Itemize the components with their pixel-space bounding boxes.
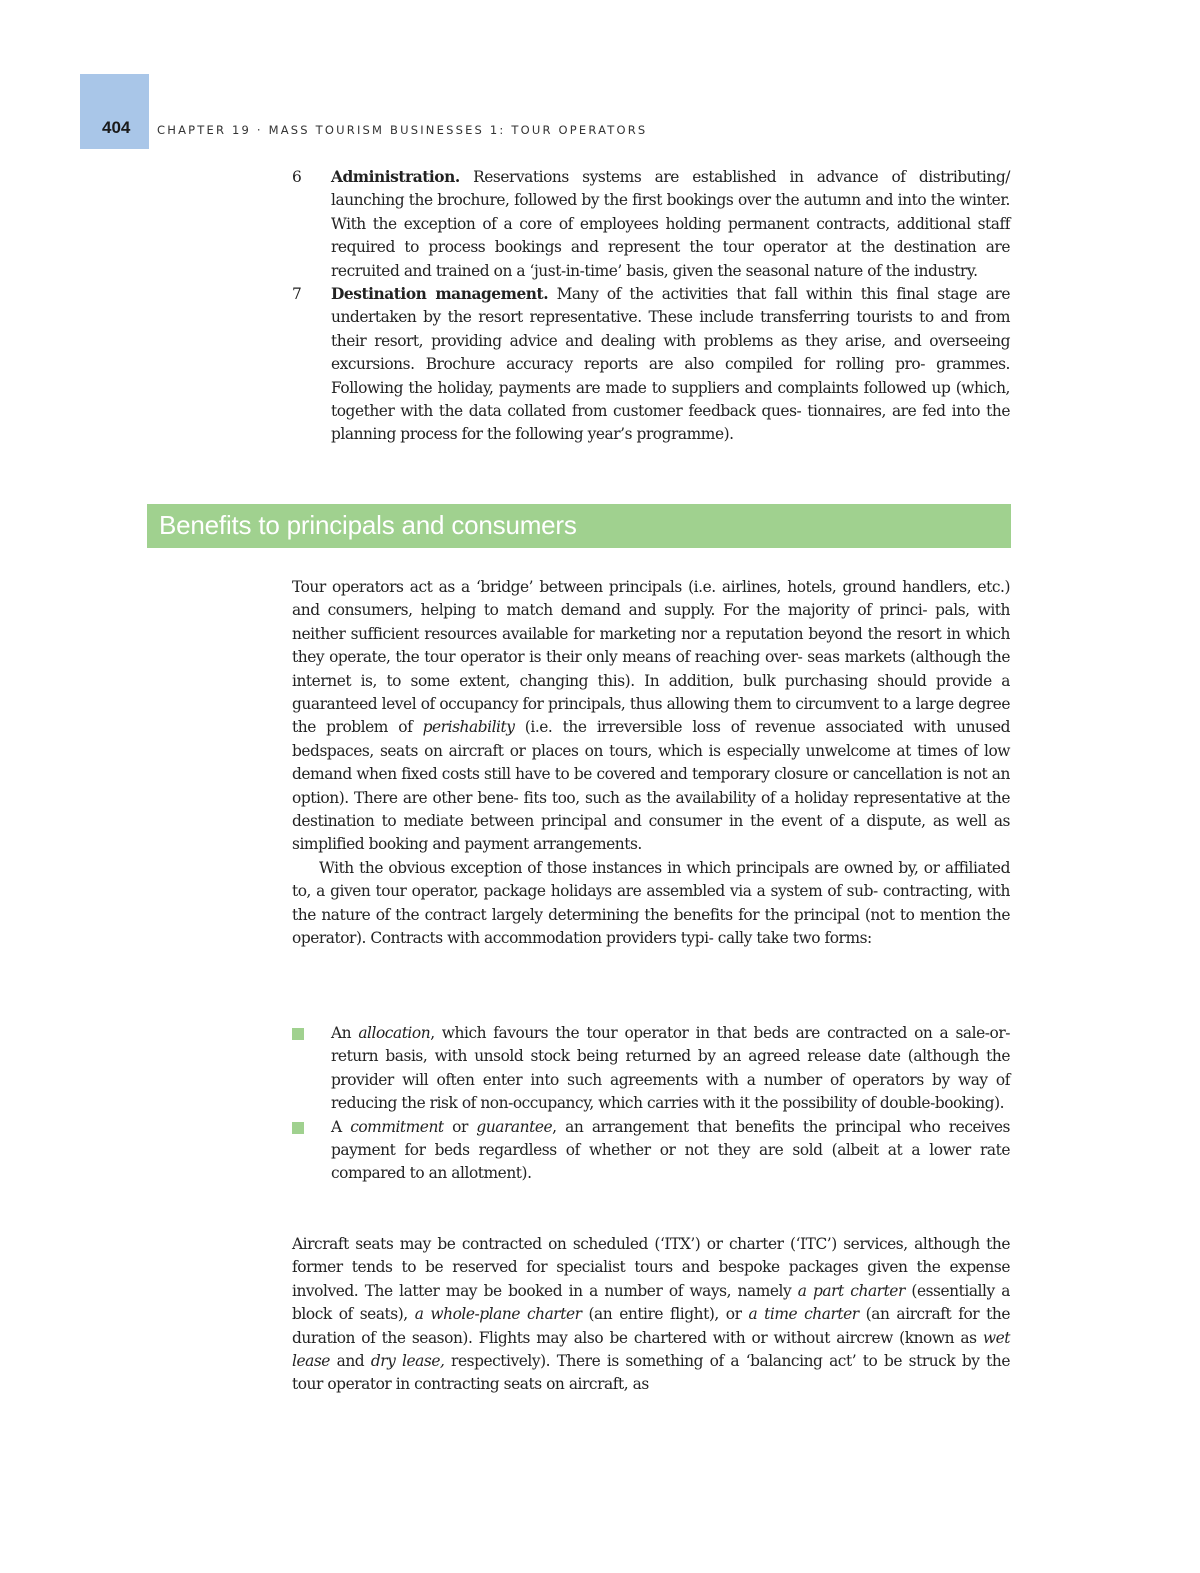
- item-number: 7: [292, 285, 302, 304]
- item-number: 6: [292, 168, 302, 186]
- emphasis-term: a part charter: [797, 1281, 905, 1300]
- emphasis-term: a time charter: [748, 1305, 859, 1324]
- paragraph-text: Tour operators act as a ‘bridge’ between principals (i.e. airlines, hotels, ground handlers, etc.) and consumers, helping to match demand and supply. For the majority of princi- pals, with neither sufficient resources available for marketing nor a reputation beyond the resort in which they operate, the tour operator is their only means of reaching over- seas markets (although the internet is, to some extent, changing this). In addition, bulk purchasing should provide a guaranteed level of occupancy for principals, thus allowing them to circumvent to a large degree the problem of: [292, 578, 1010, 737]
- list-item: [292, 283, 1010, 447]
- paragraph: With the obvious exception of those instances in which principals are owned by, or affiliated to, a given tour operator, package holidays are assembled via a system of sub- contracting, with the nature of the contract largely determining the benefits for the principal (not to mention the operator). Contracts with accommodation providers typi- cally take two forms:: [292, 858, 1010, 948]
- square-bullet-icon: [292, 1028, 304, 1040]
- running-head: CHAPTER 19 · MASS TOURISM BUSINESSES 1: TOUR OPERATORS: [157, 123, 648, 137]
- item-title: Destination management.: [331, 285, 549, 304]
- stage-list: [292, 166, 1010, 447]
- square-bullet-icon: [292, 1122, 304, 1134]
- emphasis-term: dry lease,: [370, 1352, 445, 1371]
- paragraph-text: (i.e. the irreversible loss of revenue associated with unused bedspaces, seats on aircraft or places on tours, which is especially unwelcome at times of low demand when fixed costs still have to be covered and temporary closure or cancellation is not an option). There are other bene- fits too, such as the availability of a holiday representative at the destination to mediate between principal and consumer in the event of a dispute, as well as simplified booking and payment arrangements.: [292, 718, 1010, 854]
- paragraph: Aircraft seats may be contracted on scheduled (‘ITX’) or charter (‘ITC’) services, although the former tends to be reserved for specialist tours and bespoke packages given the expense involved. The latter may be booked in a number of ways, namely a part charter (essentially a block of seats), a whole-plane charter (an entire flight), or a time charter (an aircraft for the duration of the season). Flights may also be chartered with or without aircrew (known as wet lease and dry lease, respectively). There is something of a ‘balancing act’ to be struck by the tour operator in contracting seats on aircraft, as: [292, 1235, 1011, 1394]
- emphasis-term: guarantee: [476, 1117, 553, 1136]
- emphasis-term: wet lease: [292, 1328, 1010, 1371]
- list-item: An allocation, which favours the tour operator in that beds are contracted on a sale-or-return basis, with unsold stock being returned by an agreed release date (although the provider will often enter into such agreements with a number of operators by way of reducing the risk of non-occupancy, which carries with it the possibility of double-booking).: [292, 1022, 1010, 1116]
- emphasis-term: commitment: [350, 1117, 444, 1136]
- item-text: Many of the activities that fall within this final stage are undertaken by the resort representative. These include transferring tourists to and from their resort, providing advice and dealing with problems as they arise, and overseeing excursions. Brochure accuracy reports are also compiled for rolling pro- grammes. Following the holiday, payments are made to suppliers and complaints followed up (which, together with the data collated from customer feedback ques- tionnaires, are fed into the planning process for the following year’s programme).: [331, 285, 1010, 444]
- bullet-list: [292, 1022, 1010, 1186]
- emphasis-term: a whole-plane charter: [414, 1305, 582, 1324]
- item-title: Administration.: [331, 168, 460, 186]
- list-item: A commitment or guarantee, an arrangement that benefits the principal who receives payment for beds regardless of whether or not they are sold (albeit at a lower rate compared to an allotment).: [292, 1116, 1010, 1186]
- body-text: [292, 576, 1010, 951]
- emphasis-term: allocation: [358, 1024, 431, 1042]
- section-heading: Benefits to principals and consumers: [159, 510, 577, 540]
- list-item: [292, 166, 1010, 283]
- paragraph: [292, 576, 1010, 857]
- item-text: Reservations systems are established in advance of distributing/ launching the brochure, followed by the first bookings over the autumn and into the winter. With the exception of a core of employees holding permanent contracts, additional staff required to process bookings and represent the tour operator at the destination are recruited and trained on a ‘just-in-time’ basis, given the seasonal nature of the industry.: [331, 168, 1010, 280]
- page-number: 404: [102, 118, 131, 137]
- emphasis-term: perishability: [422, 718, 515, 737]
- body-text: [292, 1233, 1010, 1397]
